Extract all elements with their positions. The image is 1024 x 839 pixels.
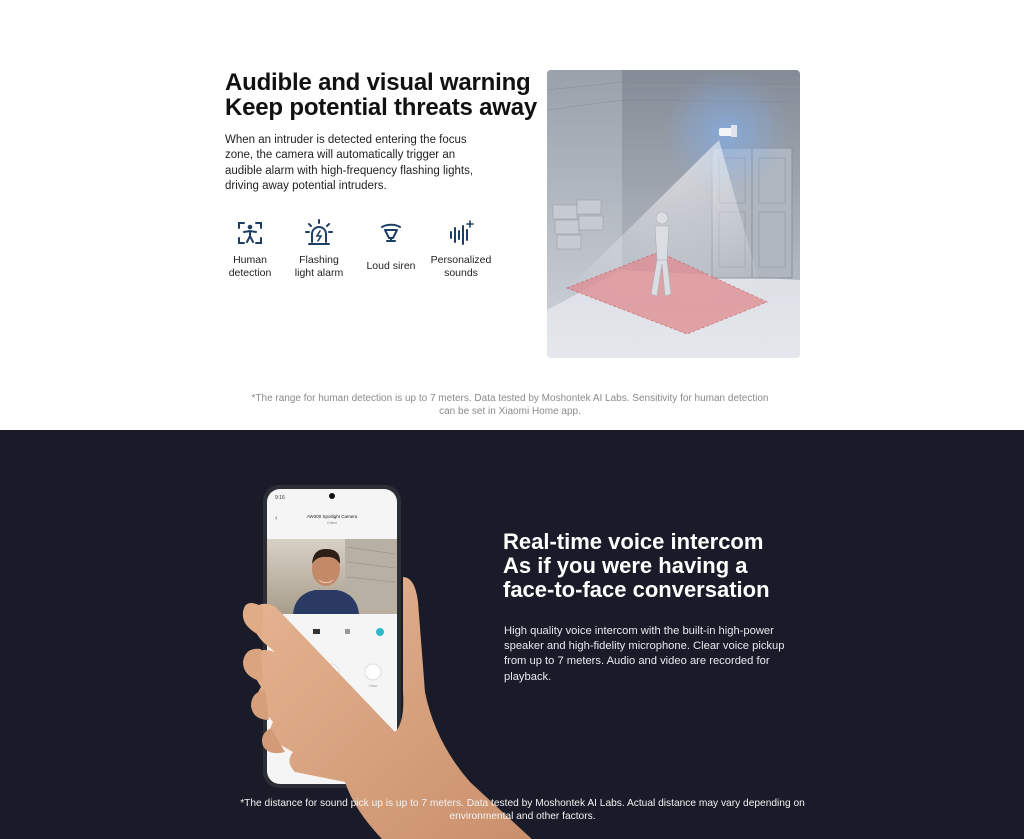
siren-icon: [376, 218, 406, 248]
flashing-light-icon: [304, 218, 334, 248]
intercom-title: [503, 530, 803, 602]
feature-personalized-sounds: [426, 218, 496, 280]
feature-flashing-light: [284, 218, 354, 280]
intercom-title-line-2: As if you were having a: [503, 553, 748, 578]
feature-loud-siren: [356, 218, 426, 273]
intercom-section: [0, 430, 1024, 839]
feature-label: Human detection: [228, 254, 272, 279]
voice-mode-clown: Clown: [368, 684, 378, 688]
svg-text:‹: ‹: [275, 515, 278, 522]
human-detection-icon: [235, 218, 265, 248]
feature-label: Loud siren: [366, 260, 416, 272]
status-time: 9:16: [275, 495, 285, 501]
feature-label: Personalized sounds: [430, 254, 492, 279]
camera-scene-illustration: [547, 70, 800, 358]
app-subtitle: Online: [326, 521, 338, 525]
feature-human-detection: [215, 218, 285, 280]
intruder-scene-image: [547, 70, 800, 358]
warning-description: When an intruder is detected entering the focus zone, the camera will automatically trigger an audible alarm with high-frequency flashing lights, driving away potential intruders.: [225, 134, 474, 192]
warning-title: [225, 70, 555, 120]
intercom-title-line-3: face-to-face conversation: [503, 577, 770, 602]
detection-footnote: *The range for human detection is up to 7 meters. Data tested by Moshontek AI Labs. Sensitivity for human detection can be set in Xiaomi Home app.: [251, 393, 769, 417]
sound-wave-icon: [446, 218, 476, 248]
phone-in-hand-illustration: [235, 482, 535, 839]
app-title: AW300 Spotlight Camera: [306, 514, 358, 519]
warning-title-line-1: Audible and visual warning: [225, 69, 531, 96]
phone-in-hand-image: [235, 482, 535, 839]
feature-label: Flashing light alarm: [294, 254, 344, 279]
feature-list: [215, 218, 515, 288]
intercom-description: High quality voice intercom with the built-in high-power speaker and high-fidelity microphone. Clear voice pickup from up to 7 meters. Audio and video are recorded for playback.: [504, 625, 785, 683]
sound-pickup-footnote: *The distance for sound pick up is up to 7 meters. Data tested by Moshontek AI Labs. Actual distance may vary depending on environmental and other factors.: [240, 798, 805, 822]
warning-title-line-2: Keep potential threats away: [225, 94, 538, 121]
intercom-title-line-1: Real-time voice intercom: [503, 529, 764, 554]
